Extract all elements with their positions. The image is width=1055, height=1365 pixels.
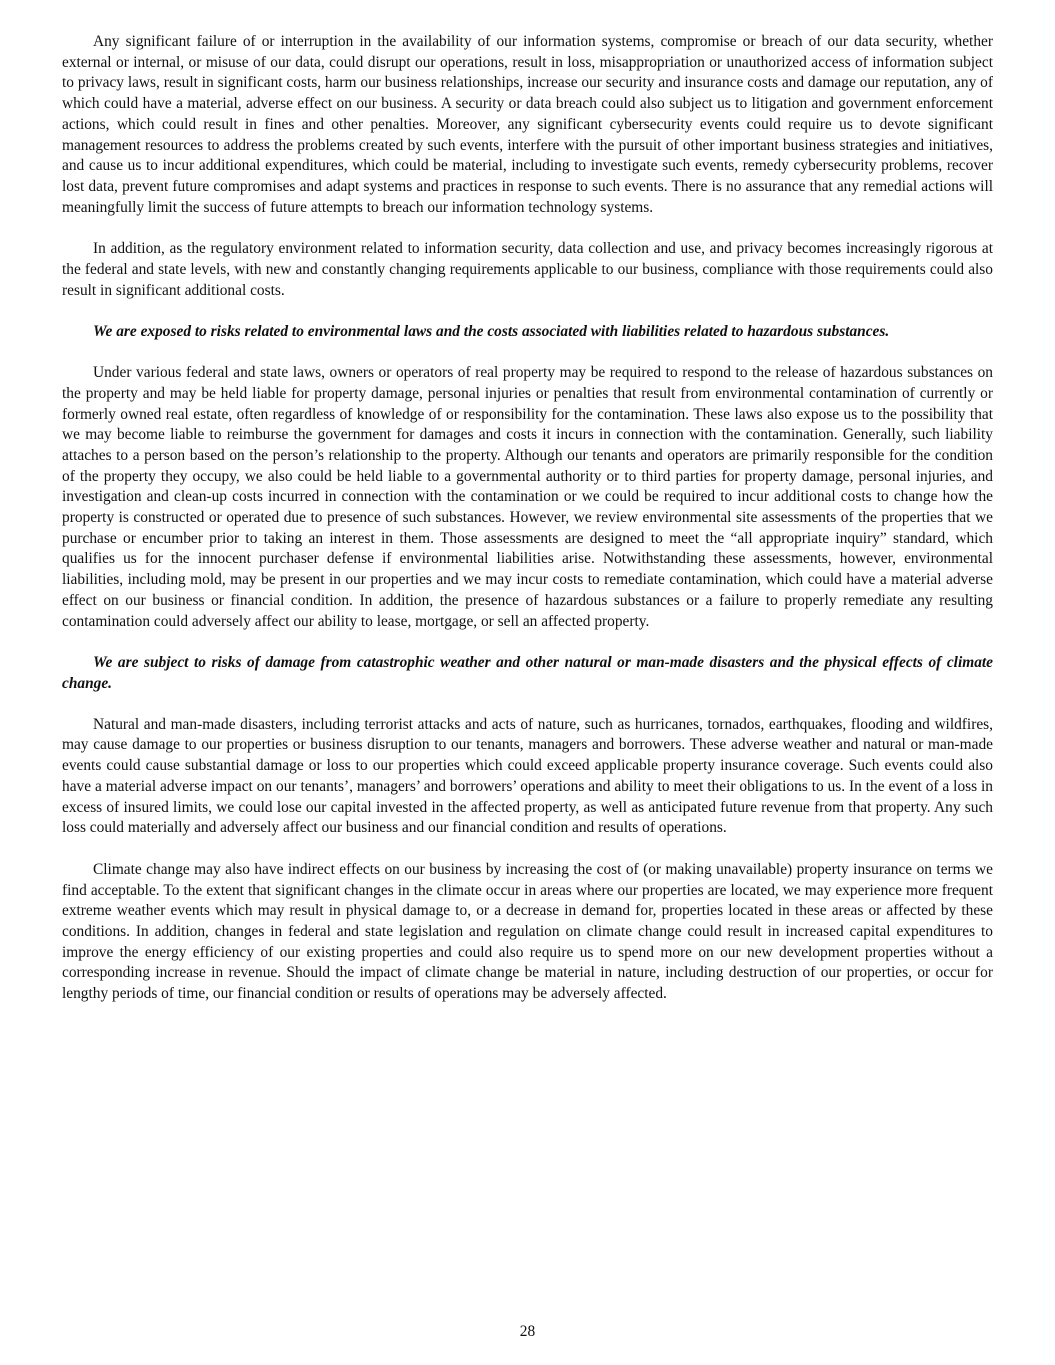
page-number: 28	[519, 1323, 536, 1340]
heading-disaster-climate-risk: We are subject to risks of damage from catastrophic weather and other natural or man-made disasters and the physical effects of climate change.	[62, 654, 993, 692]
heading-environmental-risk: We are exposed to risks related to environmental laws and the costs associated with liabilities related to hazardous substances.	[93, 323, 890, 341]
paragraph-cybersecurity-risk: Any significant failure of or interruption in the availability of our information systems, compromise or breach of our data security, whether external or internal, or misuse of our data, could disrupt our operations, result in loss, misappropriation or unauthorized access of information subject to privacy laws, result in significant costs, harm our business relationships, increase our security and insurance costs and damage our reputation, any of which could have a material, adverse effect on our business. A security or data breach could also subject us to litigation and government enforcement actions, which could result in fines and other penalties. Moreover, any significant cybersecurity events could require us to devote significant management resources to address the problems created by such events, interfere with the pursuit of other important business strategies and initiatives, and cause us to incur additional expenditures, which could be material, including to investigate such events, remedy cybersecurity problems, recover lost data, prevent future compromises and adapt systems and practices in response to such events. There is no assurance that any remedial actions will meaningfully limit the success of future attempts to breach our information technology systems.	[62, 33, 993, 216]
paragraph-natural-disasters: Natural and man-made disasters, including terrorist attacks and acts of nature, such as hurricanes, tornados, earthquakes, flooding and wildfires, may cause damage to our properties or business disruption to our tenants, managers and borrowers. These adverse weather and natural or man-made events could cause substantial damage or loss to our properties which could exceed applicable property insurance coverage. Such events could also have a material adverse impact on our tenants’, managers’ and borrowers’ operations and ability to meet their obligations to us. In the event of a loss in excess of insured limits, we could lose our capital invested in the affected property, as well as anticipated future revenue from that property. Any such loss could materially and adversely affect our business and our financial condition and results of operations.	[62, 715, 993, 837]
paragraph-regulatory-compliance: In addition, as the regulatory environment related to information security, data collection and use, and privacy becomes increasingly rigorous at the federal and state levels, with new and constantly changing requirements applicable to our business, compliance with those requirements could also result in significant additional costs.	[62, 240, 993, 299]
document-page	[62, 32, 993, 1005]
paragraph-environmental-liability: Under various federal and state laws, owners or operators of real property may be required to respond to the release of hazardous substances on the property and may be held liable for property damage, personal injuries or penalties that result from environmental contamination of currently or formerly owned real estate, often regardless of knowledge of or responsibility for the contamination. These laws also expose us to the possibility that we may become liable to reimburse the government for damages and costs it incurs in connection with the contamination. Generally, such liability attaches to a person based on the person’s relationship to the property. Although our tenants and operators are primarily responsible for the condition of the property they occupy, we also could be held liable to a governmental authority or to third parties for property damage, personal injuries, and investigation and clean-up costs incurred in connection with the contamination or we could be required to incur additional costs to change how the property is constructed or operated due to presence of such substances. However, we review environmental site assessments of the properties that we purchase or encumber prior to taking an interest in them. Those assessments are designed to meet the “all appropriate inquiry” standard, which qualifies us for the innocent purchaser defense if environmental liabilities arise. Notwithstanding these assessments, however, environmental liabilities, including mold, may be present in our properties and we may incur costs to remediate contamination, which could have a material adverse effect on our business or financial condition. In addition, the presence of hazardous substances or a failure to properly remediate any resulting contamination could adversely affect our ability to lease, mortgage, or sell an affected property.	[62, 364, 993, 630]
paragraph-climate-change: Climate change may also have indirect effects on our business by increasing the cost of (or making unavailable) property insurance on terms we find acceptable. To the extent that significant changes in the climate occur in areas where our properties are located, we may experience more frequent extreme weather events which may result in physical damage to, or a decrease in demand for, properties located in these areas or affected by these conditions. In addition, changes in federal and state legislation and regulation on climate change could result in increased capital expenditures to improve the energy efficiency of our existing properties and could also require us to spend more on our new development properties without a corresponding increase in revenue. Should the impact of climate change be material in nature, including destruction of our properties, or occur for lengthy periods of time, our financial condition or results of operations may be adversely affected.	[62, 860, 993, 1003]
